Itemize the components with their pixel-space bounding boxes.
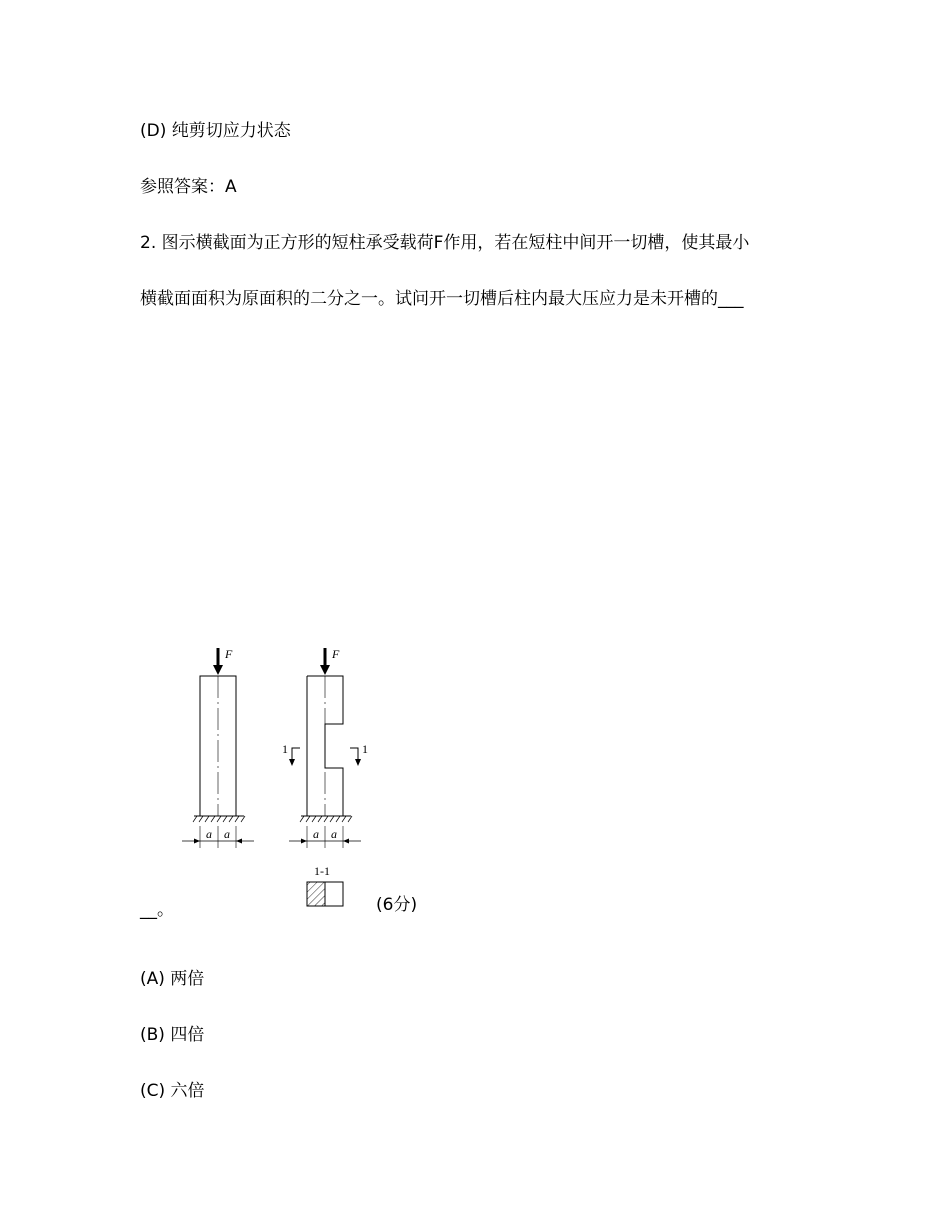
- question-points: (6分): [376, 895, 418, 915]
- question-line-1: 2. 图示横截面为正方形的短柱承受载荷F作用，若在短柱中间开一切槽，使其最小: [140, 233, 750, 253]
- option-b[interactable]: (B) 四倍: [140, 1025, 205, 1045]
- section-removed-area: [325, 882, 343, 906]
- question-line-3: __。: [140, 900, 174, 920]
- dim-label-left-1: a: [206, 827, 212, 841]
- column-figure: [170, 640, 400, 915]
- dim-label-right-2: a: [331, 827, 337, 841]
- slotted-column: [282, 647, 368, 906]
- prev-answer: 参照答案：A: [140, 177, 237, 197]
- option-c[interactable]: (C) 六倍: [140, 1081, 205, 1101]
- section-title: 1-1: [314, 864, 330, 878]
- prev-option-d: (D) 纯剪切应力状态: [140, 121, 291, 141]
- load-label-right: F: [332, 647, 340, 661]
- question-line-2: 横截面面积为原面积的二分之一。试问开一切槽后柱内最大压应力是未开槽的___: [140, 289, 744, 309]
- section-hatched-area: [307, 882, 325, 906]
- dim-label-right-1: a: [313, 827, 319, 841]
- option-a[interactable]: (A) 两倍: [140, 969, 205, 989]
- plain-column: [182, 647, 254, 848]
- section-mark-right: 1: [362, 742, 368, 756]
- dim-label-left-2: a: [224, 827, 230, 841]
- load-label-left: F: [225, 647, 233, 661]
- section-mark-left: 1: [282, 742, 288, 756]
